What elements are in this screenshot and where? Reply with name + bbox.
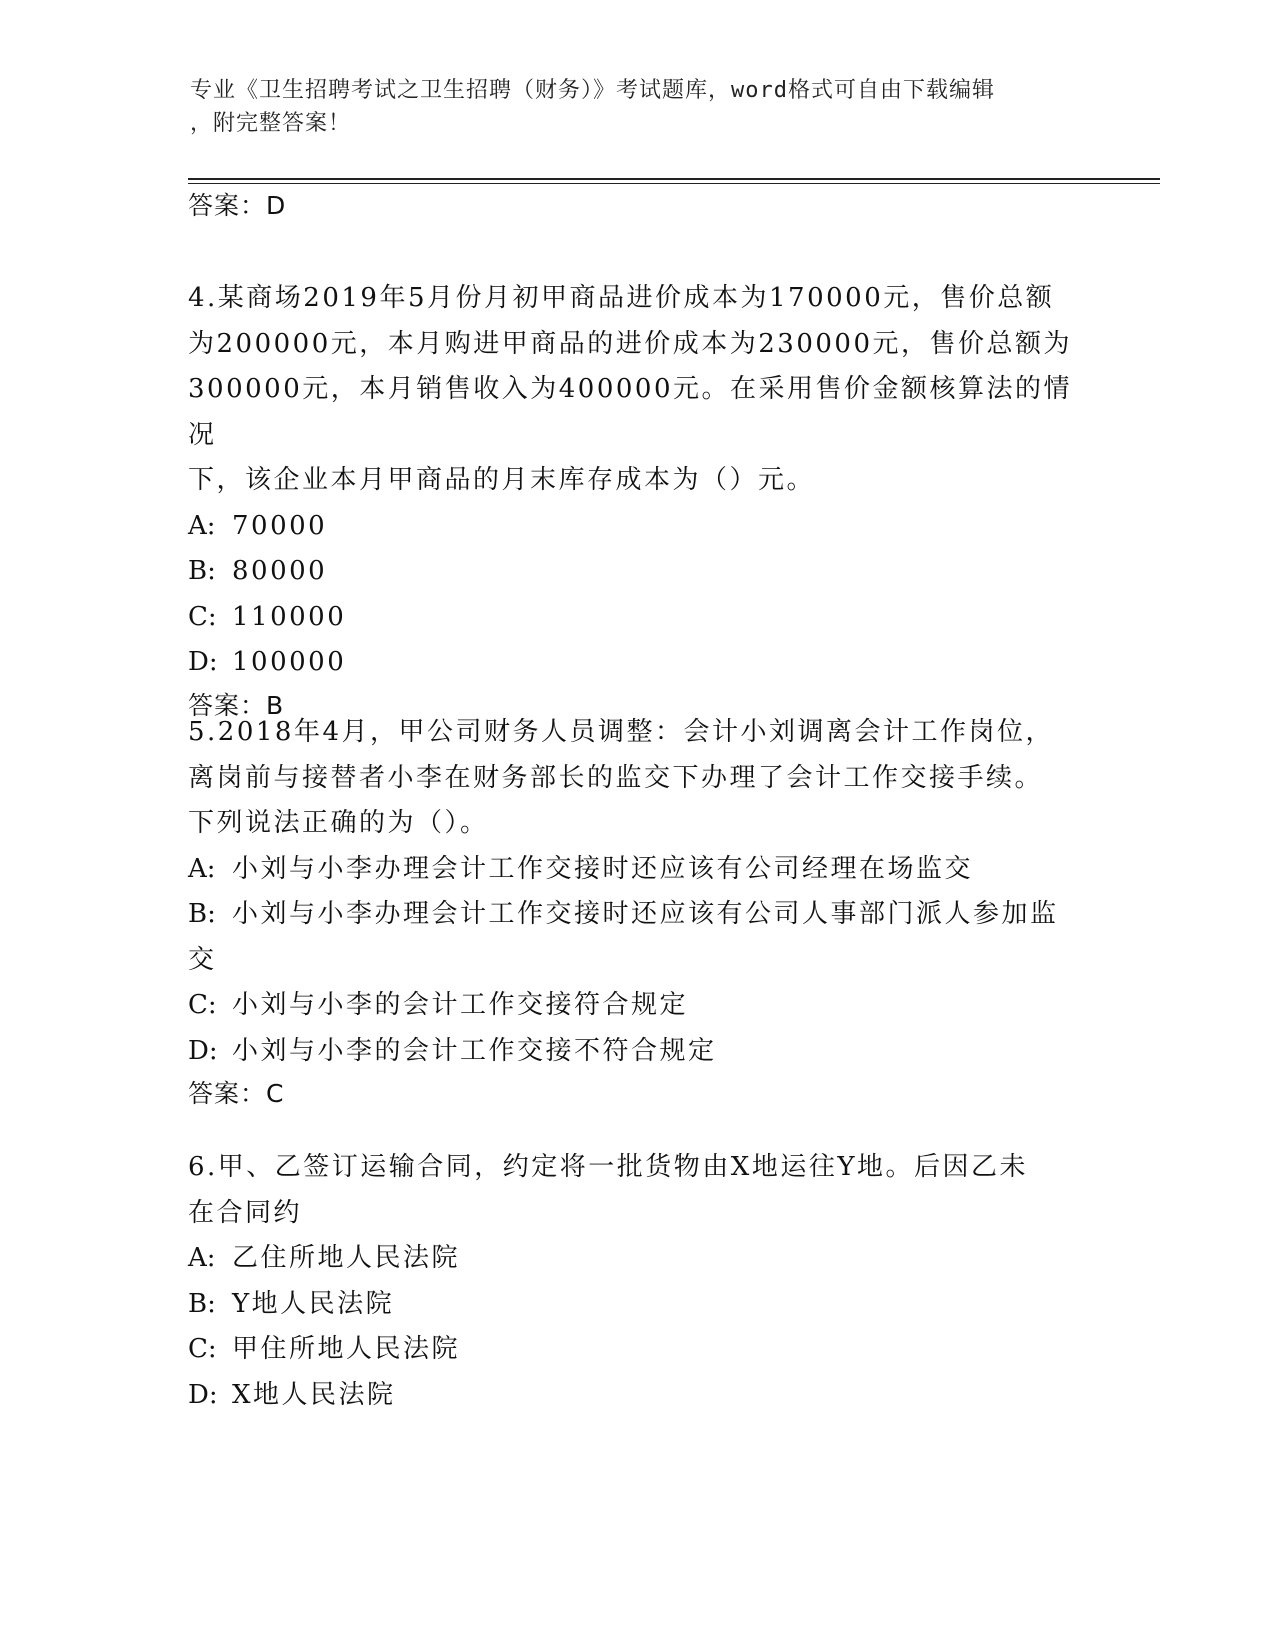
option-text: 乙住所地人民法院	[232, 1243, 461, 1273]
option-letter: A:	[188, 1243, 216, 1273]
option-b-continued	[188, 938, 1088, 984]
option-letter: B:	[188, 1288, 216, 1319]
question-text-line: 5.2018年4月，甲公司财务人员调整：会计小刘调离会计工作岗位，	[188, 717, 1055, 747]
option-text-cont: 交	[188, 944, 217, 975]
question-text-line: 6.甲、乙签订运输合同，约定将一批货物由X地运往Y地。后因乙未	[188, 1152, 1028, 1182]
option-a	[188, 1236, 1088, 1282]
question-text-line: 300000元，本月销售收入为400000元。在采用售价金额核算法的情况	[188, 374, 1073, 450]
option-c	[188, 595, 1088, 641]
question-text-line: 为200000元，本月购进甲商品的进价成本为230000元，售价总额为	[188, 328, 1073, 359]
option-text: 70000	[232, 510, 328, 541]
option-b	[188, 892, 1088, 938]
question-text-line: 下，该企业本月甲商品的月末库存成本为（）元。	[188, 465, 816, 495]
option-letter: C:	[188, 601, 217, 632]
header-title-line-cont: ，附完整答案！	[190, 111, 352, 136]
option-text: Y地人民法院	[232, 1288, 395, 1319]
option-letter: B:	[188, 899, 216, 929]
option-d	[188, 1373, 1088, 1419]
option-b	[188, 1282, 1088, 1328]
option-letter: D:	[188, 1035, 218, 1066]
option-text: 小刘与小李办理会计工作交接时还应该有公司经理在场监交	[232, 853, 974, 884]
header-title-line: 专业《卫生招聘考试之卫生招聘（财务）》考试题库，word格式可自由下载编辑	[190, 78, 995, 103]
option-c	[188, 983, 1088, 1029]
answer-text: 答案：C	[188, 1079, 285, 1108]
option-letter: B:	[188, 556, 216, 586]
question-5	[188, 710, 1088, 1114]
option-letter: A:	[188, 510, 216, 541]
option-text: X地人民法院	[232, 1379, 396, 1410]
answer-text: 答案：D	[188, 191, 287, 220]
answer-block-prev	[188, 186, 1088, 226]
option-text: 80000	[232, 556, 328, 586]
question-text-line: 在合同约	[188, 1197, 303, 1228]
option-text: 小刘与小李的会计工作交接符合规定	[232, 990, 689, 1020]
header-divider	[188, 178, 1160, 180]
option-letter: C:	[188, 990, 217, 1020]
header-divider-thin	[188, 183, 1160, 184]
option-letter: D:	[188, 1379, 218, 1410]
question-6	[188, 1145, 1088, 1418]
option-c	[188, 1327, 1088, 1373]
option-a	[188, 504, 1088, 550]
option-letter: D:	[188, 647, 218, 677]
option-d	[188, 640, 1088, 686]
question-text-line: 4.某商场2019年5月份月初甲商品进价成本为170000元，售价总额	[188, 283, 1055, 313]
option-d	[188, 1029, 1088, 1075]
question-text-line: 下列说法正确的为（）。	[188, 808, 489, 838]
option-letter: C:	[188, 1334, 217, 1364]
option-text: 小刘与小李办理会计工作交接时还应该有公司人事部门派人参加监	[232, 899, 1059, 929]
option-text: 110000	[232, 601, 347, 632]
option-letter: A:	[188, 853, 216, 884]
question-4	[188, 276, 1088, 726]
option-text: 小刘与小李的会计工作交接不符合规定	[232, 1035, 717, 1066]
document-header	[190, 74, 1090, 140]
option-b	[188, 549, 1088, 595]
answer-text: 答案：B	[188, 690, 285, 720]
option-a	[188, 847, 1088, 893]
option-text: 100000	[232, 647, 347, 677]
question-text-line: 离岗前与接替者小李在财务部长的监交下办理了会计工作交接手续。	[188, 762, 1044, 793]
option-text: 甲住所地人民法院	[232, 1334, 461, 1364]
